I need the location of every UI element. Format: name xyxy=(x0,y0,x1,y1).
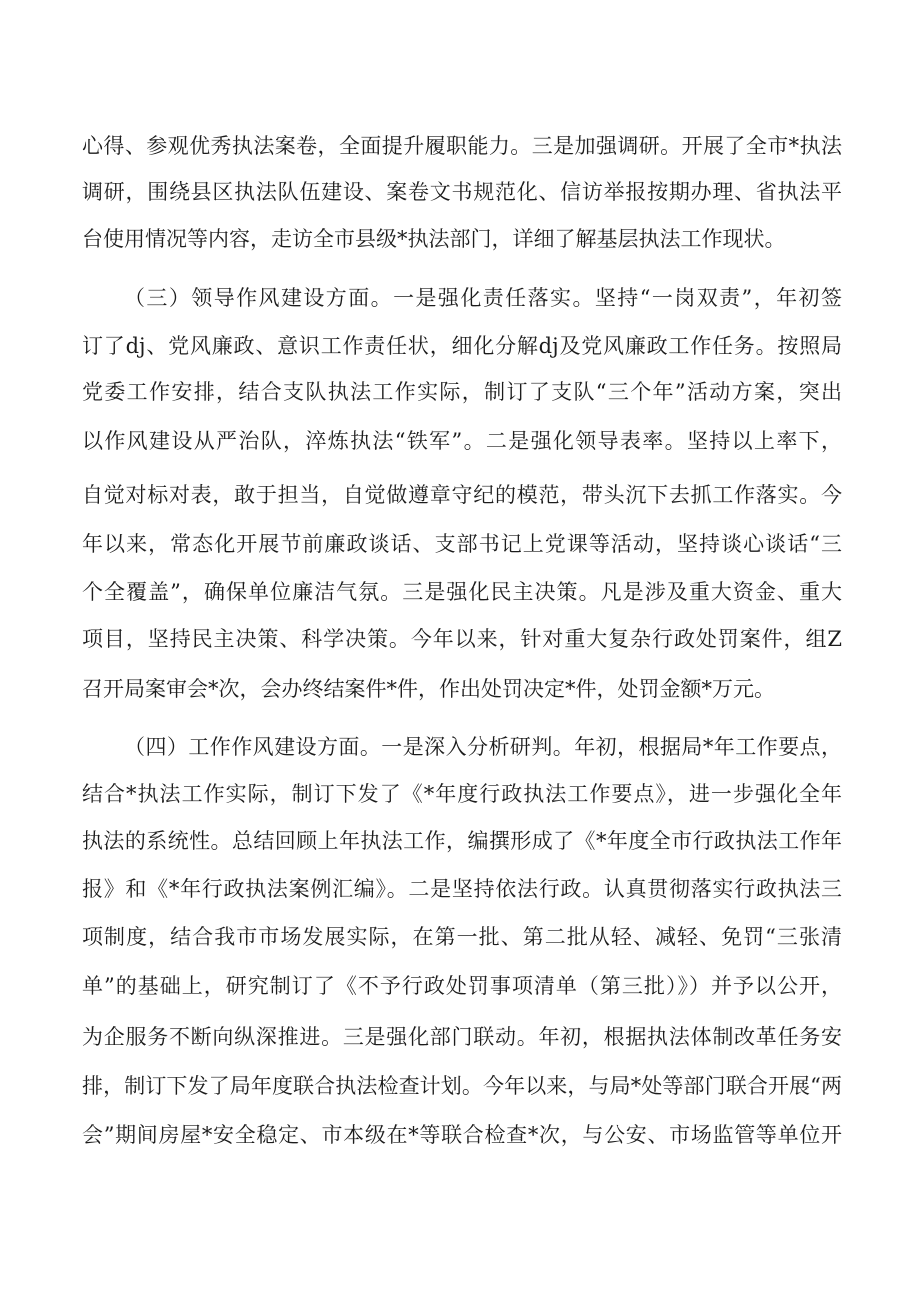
text-line: 以作风建设从严治队，淬炼执法“铁军”。二是强化领导表率。坚持以上率下， xyxy=(82,429,842,453)
text-line: 为企服务不断向纵深推进。三是强化部门联动。年初，根据执法体制改革任务安 xyxy=(82,1025,842,1049)
text-line: 年以来，常态化开展节前廉政谈话、支部书记上党课等活动，坚持谈心谈话“三 xyxy=(82,532,842,556)
section-heading-line: （四）工作作风建设方面。一是深入分析研判。年初，根据局*年工作要点， xyxy=(124,735,842,759)
text-line: 自觉对标对表，敢于担当，自觉做遵章守纪的模范，带头沉下去抓工作落实。今 xyxy=(82,483,842,507)
text-line: 排，制订下发了局年度联合执法检查计划。今年以来，与局*处等部门联合开展“两 xyxy=(82,1074,842,1098)
text-line: 召开局案审会*次，会办终结案件*件，作出处罚决定*件，处罚金额*万元。 xyxy=(82,677,775,701)
text-line: 单”的基础上，研究制订了《不予行政处罚事项清单（第三批）》）并予以公开， xyxy=(82,974,842,998)
text-line: 党委工作安排，结合支队执法工作实际，制订了支队“三个年”活动方案，突出 xyxy=(82,380,842,404)
text-line: 订了dj、党风廉政、意识工作责任状，细化分解dj及党风廉政工作任务。按照局 xyxy=(82,334,842,358)
text-line: 项目，坚持民主决策、科学决策。今年以来，针对重大复杂行政处罚案件，组Z xyxy=(82,627,842,651)
text-line: 台使用情况等内容，走访全市县级*执法部门，详细了解基层执法工作现状。 xyxy=(82,227,786,251)
text-line: 结合*执法工作实际，制订下发了《*年度行政执法工作要点》，进一步强化全年 xyxy=(82,782,842,806)
text-line: 个全覆盖”，确保单位廉洁气氛。三是强化民主决策。凡是涉及重大资金、重大 xyxy=(82,580,842,604)
text-line: 项制度，结合我市市场发展实际，在第一批、第二批从轻、减轻、免罚“三张清 xyxy=(82,925,842,949)
text-line: 心得、参观优秀执法案卷，全面提升履职能力。三是加强调研。开展了全市*执法 xyxy=(82,134,842,158)
text-line: 调研，围绕县区执法队伍建设、案卷文书规范化、信访举报按期办理、省执法平 xyxy=(82,180,842,204)
text-line: 报》和《*年行政执法案例汇编》。二是坚持依法行政。认真贯彻落实行政执法三 xyxy=(82,877,842,901)
section-heading-line: （三）领导作风建设方面。一是强化责任落实。坚持“一岗双责”，年初签 xyxy=(124,286,842,310)
text-line: 会”期间房屋*安全稳定、市本级在*等联合检查*次，与公安、市场监管等单位开 xyxy=(82,1123,842,1147)
text-line: 执法的系统性。总结回顾上年执法工作，编撰形成了《*年度全市行政执法工作年 xyxy=(82,829,842,853)
